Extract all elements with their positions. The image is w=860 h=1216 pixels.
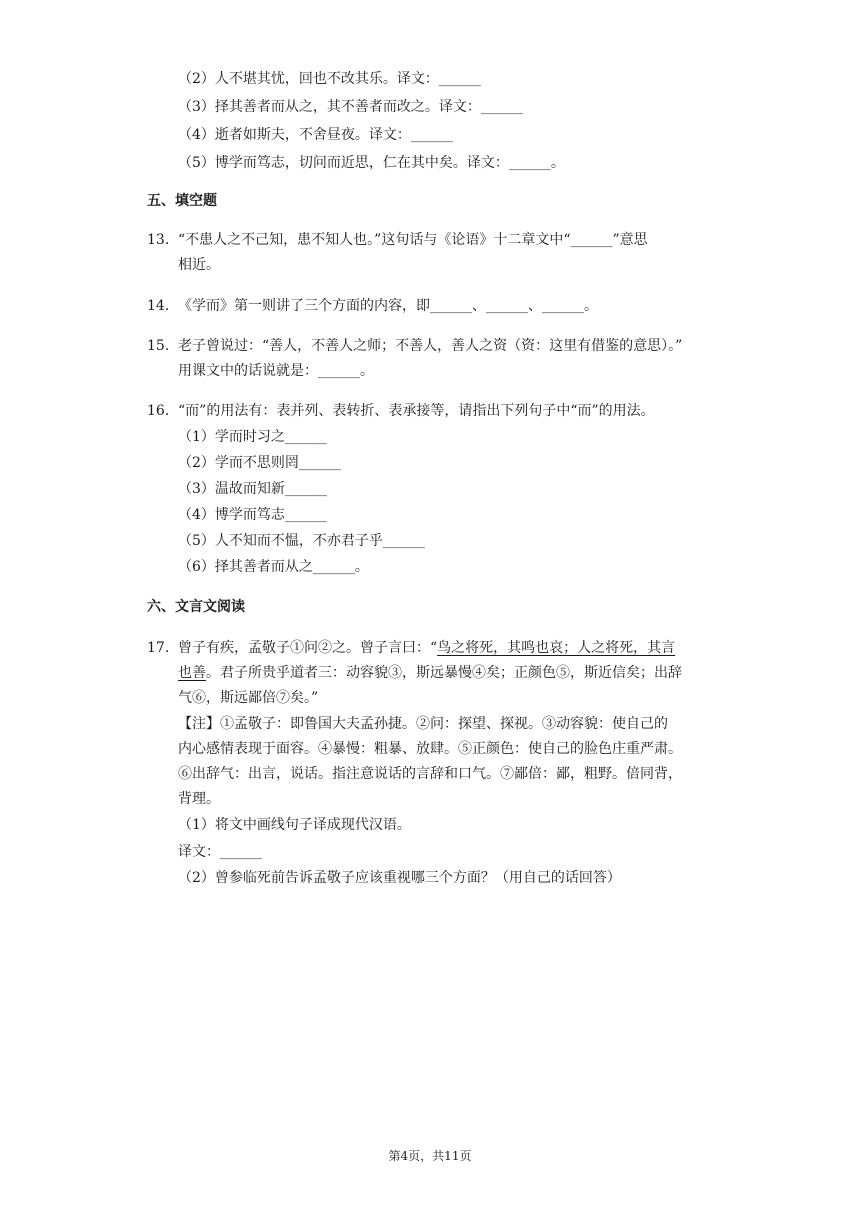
question-17-answer-1: 译文：______ bbox=[178, 844, 262, 860]
question-16-item-4: （4）博学而笃志______ bbox=[178, 507, 327, 523]
passage-text: 。君子所贵乎道者三：动容貌③，斯远暴慢④矣；正颜色⑤，斯近信矣；出辞 bbox=[206, 665, 682, 681]
question-16-text: “而”的用法有：表并列、表转折、表承接等，请指出下列句子中“而”的用法。 bbox=[178, 403, 655, 419]
question-13-line-1: “不患人之不己知，患不知人也。”这句话与《论语》十二章文中“______”意思 bbox=[178, 232, 648, 248]
section-heading-fill-in: 五、填空题 bbox=[147, 193, 217, 209]
question-16-item-6: （6）择其善者而从之______。 bbox=[178, 559, 369, 575]
question-14-number: 14. bbox=[147, 298, 170, 314]
question-17-passage-line-3: 气⑥，斯远鄙倍⑦矣。” bbox=[178, 690, 319, 706]
question-17-number: 17. bbox=[147, 640, 170, 656]
question-17-passage-line-1 bbox=[178, 637, 718, 659]
translation-item-4: （4）逝者如斯夫，不舍昼夜。译文：______ bbox=[178, 127, 453, 143]
passage-text: 曾子有疾，孟敬子①问②之。曾子言曰：“ bbox=[178, 640, 438, 656]
underlined-sentence: 鸟之将死，其鸣也哀；人之将死，其言 bbox=[437, 640, 676, 656]
translation-item-5: （5）博学而笃志，切问而近思，仁在其中矣。译文：______。 bbox=[178, 155, 565, 171]
question-16-item-5: （5）人不知而不愠，不亦君子乎______ bbox=[178, 533, 425, 549]
question-17-note-line-2: 内心感情表现于面容。④暴慢：粗暴、放肆。⑤正颜色：使自己的脸色庄重严肃。 bbox=[178, 741, 682, 757]
question-16-number: 16. bbox=[147, 403, 170, 419]
question-17-note-line-1: 【注】①孟敬子：即鲁国大夫孟孙捷。②问：探望、探视。③动容貌：使自己的 bbox=[178, 716, 668, 732]
question-13-number: 13. bbox=[147, 232, 170, 248]
section-heading-classical-reading: 六、文言文阅读 bbox=[147, 599, 245, 615]
question-15-line-2: 用课文中的话说就是：______。 bbox=[178, 363, 374, 379]
question-16-item-2: （2）学而不思则罔______ bbox=[178, 455, 341, 471]
question-16-item-3: （3）温故而知新______ bbox=[178, 481, 327, 497]
question-17-note-line-3: ⑥出辞气：出言，说话。指注意说话的言辞和口气。⑦鄙倍：鄙，粗野。倍同背， bbox=[178, 766, 682, 782]
question-13-line-2: 相近。 bbox=[178, 257, 220, 273]
question-17-passage-line-2 bbox=[178, 662, 718, 684]
question-14-text: 《学而》第一则讲了三个方面的内容，即______、______、______。 bbox=[178, 298, 598, 314]
question-15-line-1: 老子曾说过：“善人，不善人之师；不善人，善人之资（资：这里有借鉴的意思）。” bbox=[178, 338, 683, 354]
underlined-sentence-end: 也善 bbox=[178, 665, 206, 681]
translation-item-2: （2）人不堪其忧，回也不改其乐。译文：______ bbox=[178, 71, 481, 87]
question-17-subquestion-2: （2）曾参临死前告诉孟敬子应该重视哪三个方面？（用自己的话回答） bbox=[178, 870, 621, 886]
question-16-item-1: （1）学而时习之______ bbox=[178, 429, 327, 445]
question-17-subquestion-1: （1）将文中画线句子译成现代汉语。 bbox=[178, 817, 411, 833]
question-17-note-line-4: 背理。 bbox=[178, 791, 220, 807]
page-footer: 第4页，共11页 bbox=[388, 1149, 472, 1163]
question-15-number: 15. bbox=[147, 338, 170, 354]
translation-item-3: （3）择其善者而从之，其不善者而改之。译文：______ bbox=[178, 99, 523, 115]
